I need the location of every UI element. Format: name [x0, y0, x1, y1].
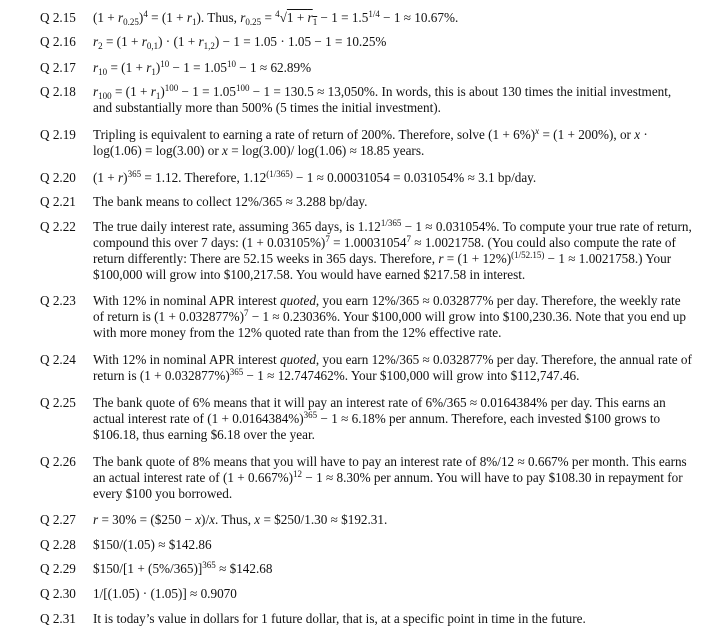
- answer-text: $150/(1.05) ≈ $142.86: [93, 537, 212, 552]
- answer-text: With 12% in nominal APR interest quoted, you earn 12%/365 ≈ 0.032877% per day. Therefore, the annual rate of return is $(1 + 0.032877\%)^{365} - 1 \approx 12.747462\%$. Your $100,000 will grow into $112,747.46.: [93, 352, 692, 383]
- answer-text: The bank means to collect 12%/365 ≈ 3.288 bp/day.: [93, 194, 368, 209]
- answer-text: $150/[1 + (5%/365)]$^{365}$ ≈ $142.68: [93, 560, 273, 576]
- question-number: Q 2.21: [40, 194, 76, 209]
- question-number: Q 2.19: [40, 127, 76, 142]
- question-number: Q 2.31: [40, 611, 76, 626]
- answer-text: $(1 + r)^{365} = 1.12$. Therefore, $1.12^{(1/365)} - 1 \approx 0.00031054 = 0.031054\% \approx 3.1$ bp/day.: [93, 169, 537, 185]
- question-number: Q 2.22: [40, 219, 76, 234]
- answer-text: Tripling is equivalent to earning a rate of return of 200%. Therefore, solve $(1 + 6\%)^x = (1 + 200\%)$, or x · log(1.06) = log(3.00) or x = log(3.00)/ log(1.06) ≈ 18.85 years.: [93, 126, 648, 158]
- answer-text: 1/[(1.05) · (1.05)] ≈ 0.9070: [93, 586, 237, 601]
- answer-text: r = 30% = ($250 − x)/x. Thus, x = $250/1.30 ≈ $192.31.: [93, 512, 388, 527]
- question-number: Q 2.30: [40, 586, 76, 601]
- question-number: Q 2.25: [40, 395, 76, 410]
- question-number: Q 2.24: [40, 352, 76, 367]
- question-number: Q 2.26: [40, 454, 76, 469]
- answer-text: It is today’s value in dollars for 1 future dollar, that is, at a specific point in time in the future.: [93, 611, 586, 626]
- question-number: Q 2.15: [40, 10, 76, 25]
- answer-text: The bank quote of 6% means that it will pay an interest rate of 6%/365 ≈ 0.0164384% per day. This earns an actual interest rate of $(1 + 0.0164384\%)^{365} - 1 \approx 6.18\%$ per annum. Therefore, each invested $100 grows to $106.18, thus earning $6.18 over the year.: [93, 395, 666, 442]
- question-number: Q 2.17: [40, 60, 76, 75]
- question-number: Q 2.23: [40, 293, 76, 308]
- question-number: Q 2.18: [40, 84, 76, 99]
- answer-text: $r_{100} = (1 + r_1)^{100} - 1 = 1.05^{100} - 1 = 130.5 \approx 13,050\%$. In words, this is about 130 times the initial investment, and substantially more than 500% (5 times the initial investment).: [93, 83, 672, 115]
- answer-text: The bank quote of 8% means that you will have to pay an interest rate of 8%/12 ≈ 0.667% per month. This earns an actual interest rate of $(1 + 0.667\%)^{12} - 1 \approx 8.30\%$ per annum. You will have to pay $108.30 in repayment for every $100 you borrowed.: [93, 454, 687, 501]
- answer-text: $r_2 = (1 + r_{0,1}) \cdot (1 + r_{1,2}) - 1 = 1.05 \cdot 1.05 - 1 = 10.25\%$: [93, 34, 387, 51]
- question-number: Q 2.20: [40, 170, 76, 185]
- answer-text: $r_{10} = (1 + r_1)^{10} - 1 = 1.05^{10} - 1 \approx 62.89\%$: [93, 59, 312, 77]
- question-number: Q 2.27: [40, 512, 76, 527]
- question-number: Q 2.16: [40, 34, 76, 49]
- answer-text: The true daily interest rate, assuming 365 days, is $1.12^{1/365} - 1 \approx 0.031054\%$. To compute your true rate of return, compound this over 7 days: $(1 + 0.03105\%)^7 = 1.00031054^7 \approx 1.0021758$. (You could also compute the rate of return differently: There are 52.15 weeks in 365 days. Therefore, $r = (1 + 12\%)^{(1/52.15)} - 1 \approx 1.0021758$.) Your $100,000 will grow into $100,217.58. You would have earned $217.58 in interest.: [93, 218, 692, 282]
- answer-text: With 12% in nominal APR interest quoted, you earn 12%/365 ≈ 0.032877% per day. Therefore, the weekly rate of return is $(1 + 0.032877\%)^7 - 1 \approx 0.23036\%$. Your $100,000 will grow into $100,230.36. Note that you end up with more money from the 12% quoted rate than from the 12% effective rate.: [93, 293, 686, 340]
- answer-text: $(1 + r_{0.25})^4 = (1 + r_1)$. Thus, $r_{0.25} = ^4√1 + r_1 - 1 = 1.5^{1/4} - 1 \approx 10.67\%$.: [93, 9, 459, 27]
- question-number: Q 2.29: [40, 561, 76, 576]
- question-number: Q 2.28: [40, 537, 76, 552]
